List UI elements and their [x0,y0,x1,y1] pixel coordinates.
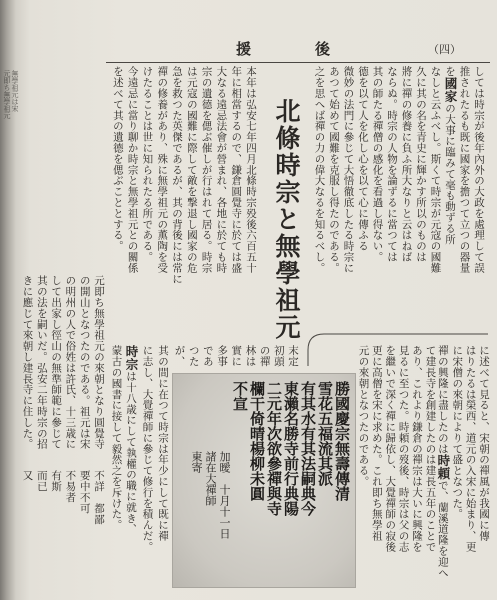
text-run: 林は [244,345,257,367]
text-column [243,66,258,330]
text-run: に述べて見ると、宋朝の禪風が我國に傳 [478,345,490,542]
left-page-text-lower [20,470,106,566]
calligraphy-column: 二元年次欲參禪與寺 [265,381,283,516]
text-run: 微妙の法門に參じて大悟徹底したる時宗に [342,66,355,274]
text-column [312,66,327,322]
text-run: に志し、大覺禪師に參じて修行を積んだ。 [141,345,154,553]
calligraphy-column: 東瀨名勝寺前行典陽 [282,381,300,516]
text-column [385,66,400,322]
text-run: が、 [173,345,186,367]
text-column [108,345,124,590]
text-run: けたることは世に知られたる所である。 [141,66,154,263]
text-run: 而已 [35,470,48,492]
text-column [457,66,472,322]
page-number: （四） [428,43,461,56]
text-run: 見るに至つた。時頼の歿後、時宗は父の志 [397,345,410,553]
text-run: 急を救つた英傑であるが、其の背後には常に [171,66,184,284]
body-text-upper-right [312,66,486,322]
text-column [35,470,49,566]
emphasis-word: 國家 [443,76,458,103]
text-column [327,66,342,322]
text-run: に宋僧の來朝によりて盛となつた。 [451,345,464,520]
calligraphy-column: 勝國慶宗無壽傳清 [333,381,351,501]
text-run: の大事に臨みて毫も動ずる所 [444,102,456,245]
text-run: 末定 [287,345,299,367]
text-run: 將に禪の修養に負ふ所大なりと云はねば [400,66,413,263]
text-column [228,66,243,330]
text-column [154,66,169,330]
text-column [443,66,458,322]
text-column [383,345,396,590]
text-column [410,345,423,590]
emphasis-word: 時宗 [124,345,139,371]
text-run: 其の間に在つて時宗は年少にして既に禪 [157,345,169,542]
body-text-lower-right [356,345,490,590]
text-column [124,345,140,590]
text-run: 初頭 [272,345,285,367]
text-run: 又 [21,470,34,481]
text-column [125,66,140,330]
text-run: 年に相當するので、鎌倉圓覺寺に於ては盛 [230,66,243,274]
text-run: 德を以て人を化し心を以て心に傳ふる [357,66,369,252]
text-run: 元即ち無學祖元の來朝となり圓覺寺 [93,275,105,450]
text-column [414,66,429,322]
text-run: 禪の修養があり、殊に無學祖元の薫陶を受 [156,66,169,274]
text-column [477,345,490,590]
header-rule [106,62,490,63]
text-run: 禪の興隆に盡したのは [436,345,449,454]
header-section-char: 援 [236,40,252,58]
text-run: を述べて其の遺德を偲ぶこととする。 [111,66,124,252]
text-column [201,345,215,371]
text-run: 大なる遠忌法會が營まれ、各地に於ても時 [215,66,228,274]
text-run: つた [187,345,200,367]
text-column [199,66,214,330]
emphasis-word: 時頼 [435,454,451,480]
text-column [399,66,414,322]
text-column [370,66,385,322]
text-run: 要中不可 [78,470,91,514]
text-run: はりたるは榮西、道元の入宋に始まり、更 [464,345,477,553]
calligraphy-column: 不宣 [231,381,249,411]
text-run: なしと云ふべし。斯くて時宗が元寇の國難 [429,66,442,274]
text-run: しては時宗が後年內外の大政を處理して誤 [473,66,485,274]
text-column [92,470,106,566]
text-column [77,470,91,566]
text-column [272,345,286,371]
text-run: の明州の人で俗姓は許氏、十三歳に [64,275,77,450]
text-run: は元寇の國難に際して敵を撃退し國家の危 [185,66,198,274]
calligraphy-column: 有其水有其法嗣典今 [299,381,317,516]
text-run: 多事 [216,345,229,367]
body-text-lower-left [108,345,170,590]
text-run: きに應じて來朝し建長寺に住した。 [21,275,34,450]
text-run: の開山となつたのである。祖元は宋 [78,275,91,450]
text-column [229,345,243,371]
text-column [92,275,106,461]
text-run: て建長寺を創建したのは建長五年のことで [424,345,437,553]
text-column [20,470,34,566]
left-page-text-upper [20,275,106,461]
text-column [63,470,77,566]
facing-page-text: 元即ち無學祖元 [3,70,11,119]
text-run: ならぬ。時宗の人物を論ずるに當つては [386,66,398,263]
article-title: 北條時宗と無學祖元 [272,98,301,341]
text-run: 實に [230,345,243,367]
text-column [172,345,186,371]
body-text-upper-left [110,66,258,330]
text-column [49,470,63,566]
text-run: で、蘭溪道隆を迎へ [436,479,449,578]
text-column [396,345,409,590]
text-column [140,66,155,330]
text-column [369,345,382,590]
text-column [450,345,463,590]
text-column [472,66,487,322]
calligraphy-column: 雪花五福流其派 [316,381,334,486]
text-run: 本年は弘安七年四月北條時宗殁後六百五十 [245,66,257,274]
text-run: して出家し徑山の無準師範に參じて [50,275,63,450]
text-column [423,345,436,590]
text-column [243,345,257,371]
text-run: であ [201,345,214,367]
calligraphy-column: 欄干倚晴楊柳未圓 [248,381,266,501]
text-run: 久に其の名を青史に輝かす所以のものは [415,66,427,263]
text-column [49,275,63,461]
text-column [341,66,356,322]
text-column [110,66,125,330]
text-run: を [444,66,456,77]
text-run: 今遠忌に當り聊か時宗と無學祖元との關係 [126,66,139,274]
text-run: 有斯 [50,470,63,492]
header-section-char: 後 [315,40,331,58]
text-column [184,66,199,330]
calligraphy-column: 東寄 [190,451,203,473]
text-column [35,275,49,461]
text-column [63,275,77,461]
text-run: 元の來朝となつたのである。 [357,345,370,487]
text-run: 不詳 都鄙 [93,470,105,525]
text-run: 推されたるも既に國家を擔つて立つの器量 [458,66,471,274]
text-run: 之を思へば禪の力の偉大なるを知るべし。 [313,66,326,274]
text-run: の禪 [258,345,271,367]
text-column [428,66,443,322]
text-column [77,275,91,461]
text-run: あつて始めて國難を克服し得たのである。 [328,66,340,274]
facing-page-text: 無學祖元は宋 [11,70,19,112]
text-column [286,345,300,371]
text-run: 其の師たる禪僧の感化を看過し得ない。 [371,66,384,263]
calligraphy-column: 加曖 十月十一日 [218,451,231,539]
text-run: あり、これより鎌倉の禪宗は大いに興隆を [411,345,424,553]
text-run: 蒙古の國書に接して毅然之を斥けた。 [110,345,123,531]
text-run: は十八歳にして執權の職に就き、 [125,370,137,535]
text-column [187,345,201,371]
calligraphy-column: 諸在大禪師 [204,451,217,506]
text-column [356,345,369,590]
text-column [139,345,155,590]
text-column [463,345,476,590]
text-column [436,345,449,590]
body-text-above-photo [172,345,300,371]
text-run: 宗の遺德を偲ぶ催しが行はれて居る。時宗 [200,66,213,274]
text-column [214,66,229,330]
text-run: 其の法を嗣いだ。弘安二年時宗の招 [35,275,48,450]
calligraphy-photo [172,373,356,588]
text-run: を繼いで深く禪に歸依し、大覺禪師の寂後 [384,345,397,553]
text-column [169,66,184,330]
text-run: 更に高僧を宋に求めた。これ即ち無學祖 [370,345,383,542]
text-column [356,66,371,322]
text-column [257,345,271,371]
text-column [215,345,229,371]
text-run: 不易者 [64,470,77,503]
text-column [20,275,34,461]
text-column [155,345,171,590]
